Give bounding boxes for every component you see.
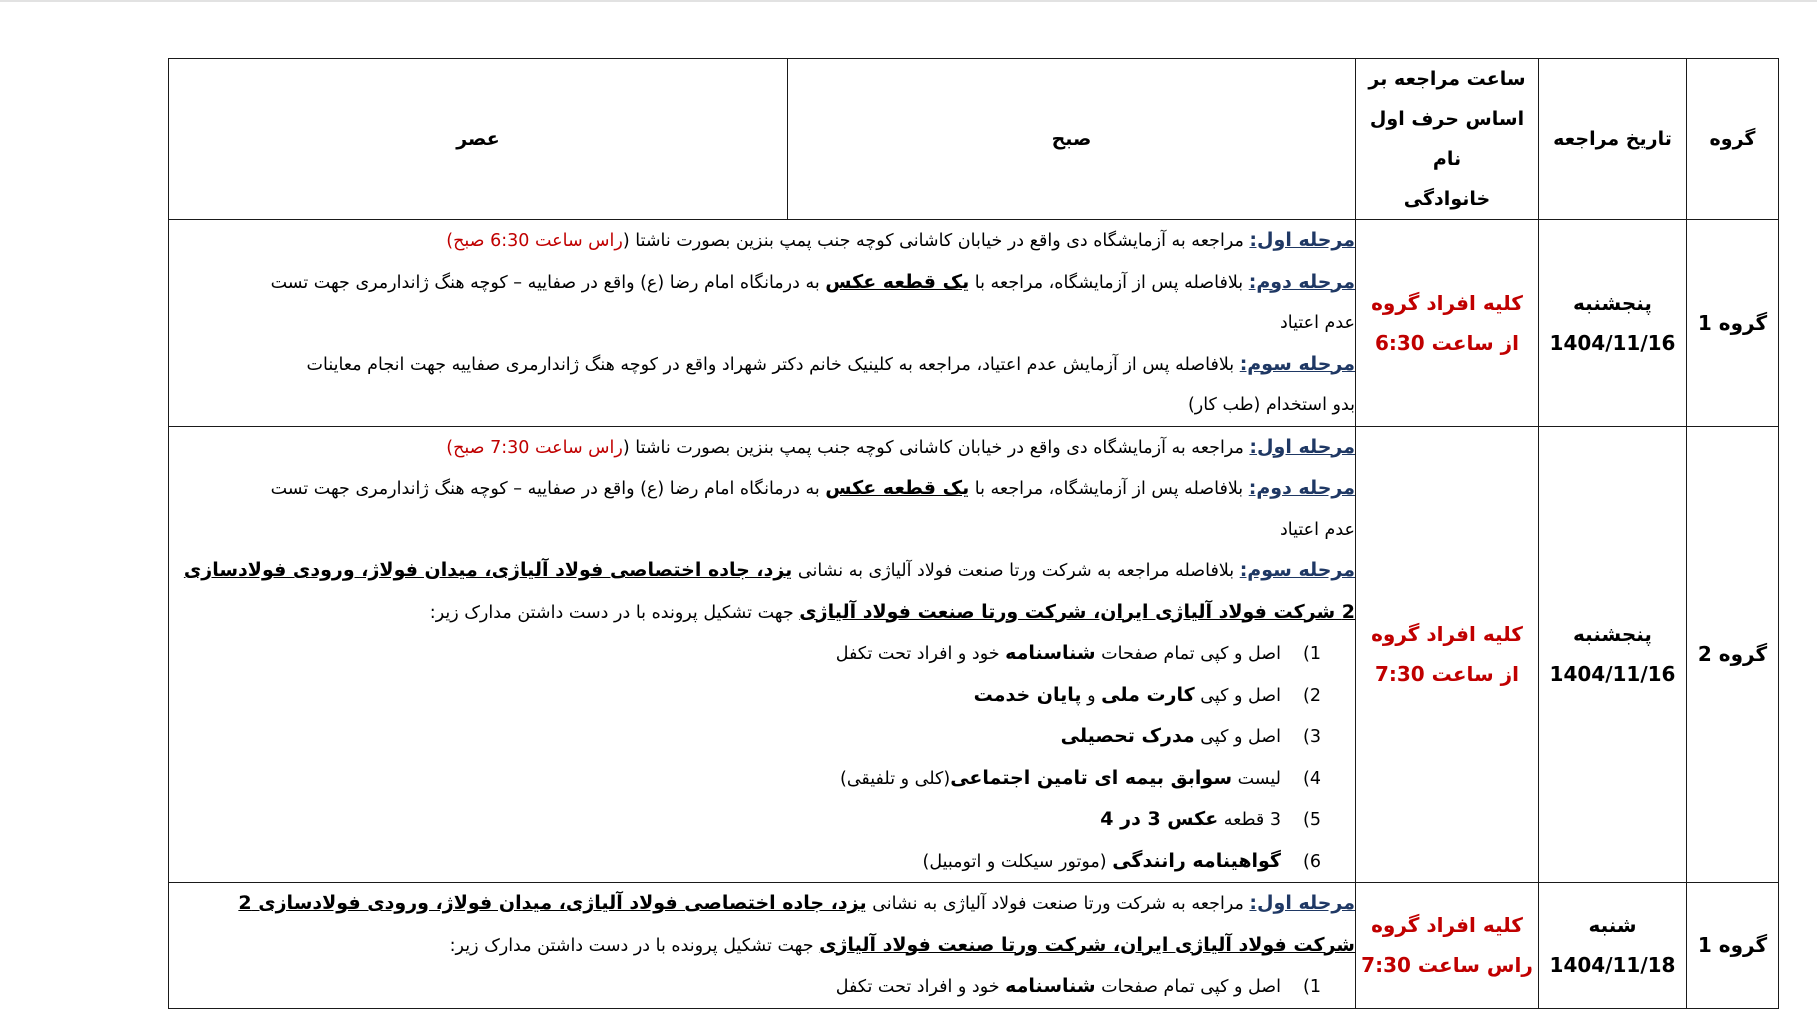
- stage-text: جهت تشکیل پرونده با در دست داشتن مدارک زیر:: [429, 602, 800, 623]
- item-number: 4): [1303, 768, 1321, 789]
- stage-2-cont: عدم اعتیاد: [1279, 519, 1355, 540]
- item-bold: کارت ملی: [1101, 683, 1195, 706]
- time-cell: [1356, 883, 1539, 1009]
- stage-address: یزد، جاده اختصاصی فولاد آلیاژی، میدان فولاژ، ورودی فولادسازی: [183, 559, 793, 581]
- stage-1: [169, 427, 1355, 469]
- day-label: شنبه: [1588, 913, 1637, 938]
- table-row: [169, 426, 1779, 883]
- stage-label: مرحله دوم:: [1248, 477, 1355, 499]
- stage-highlight: یک قطعه عکس: [825, 270, 970, 293]
- stage-text: جهت تشکیل پرونده با در دست داشتن مدارک زیر:: [449, 935, 820, 956]
- stage-company: 2 شرکت فولاد آلیاژی ایران، شرکت ورتا صنعت فولاد آلیاژی: [799, 600, 1355, 623]
- stage-3-cont: بدو استخدام (طب کار): [1187, 395, 1355, 415]
- item-bold: شناسنامه: [1005, 642, 1096, 664]
- item-number: 1): [1303, 644, 1321, 664]
- date-label: 1404/11/18: [1549, 953, 1676, 978]
- time-line1: کلیه افراد گروه: [1371, 913, 1523, 938]
- header-group: گروه: [1687, 59, 1779, 220]
- time-line2: راس ساعت 7:30: [1361, 953, 1533, 978]
- item-bold: مدرک تحصیلی: [1060, 725, 1195, 747]
- list-item: [169, 799, 1355, 841]
- item-text: اصل و کپی تمام صفحات: [1095, 977, 1281, 997]
- time-line1: کلیه افراد گروه: [1371, 622, 1523, 647]
- time-cell: [1356, 220, 1539, 427]
- item-number: 6): [1303, 851, 1321, 872]
- stage-2: [169, 262, 1355, 304]
- date-label: 1404/11/16: [1549, 330, 1676, 355]
- instructions-cell: [169, 426, 1356, 883]
- stage-text: به درمانگاه امام رضا (ع) واقع در صفاییه – کوچه هنگ ژاندارمری جهت تست: [270, 479, 826, 499]
- instructions-cell: [169, 220, 1356, 427]
- item-bold: سوابق بیمه ای تامین اجتماعی: [950, 766, 1233, 789]
- header-time-line1: ساعت مراجعه بر: [1368, 68, 1526, 90]
- table-row: [169, 220, 1779, 427]
- header-date: تاریخ مراجعه: [1539, 59, 1687, 220]
- time-cell: [1356, 426, 1539, 883]
- stage-time: راس ساعت 6:30 صبح): [446, 231, 623, 251]
- top-divider: [0, 0, 1817, 2]
- list-item: [169, 841, 1355, 883]
- item-number: 2): [1303, 685, 1321, 706]
- list-item: [169, 716, 1355, 758]
- time-line2: از ساعت 7:30: [1374, 662, 1520, 687]
- header-evening: عصر: [169, 59, 788, 220]
- item-text: اصل و کپی: [1194, 685, 1281, 706]
- list-item: [169, 633, 1355, 675]
- stage-address: یزد، جاده اختصاصی فولاد آلیاژی، میدان فولاژ، ورودی فولادسازی 2: [238, 892, 867, 914]
- item-text: خود و افراد تحت تکفل: [835, 977, 1006, 997]
- item-text: و: [1081, 685, 1102, 706]
- stage-text: مراجعه به شرکت ورتا صنعت فولاد آلیاژی به نشانی: [866, 894, 1250, 914]
- list-item: [169, 966, 1355, 1008]
- stage-1: [169, 883, 1355, 925]
- stage-text: مراجعه به آزمایشگاه دی واقع در خیابان کاشانی کوچه جنب پمپ بنزین بصورت ناشتا (: [622, 437, 1250, 458]
- item-bold: عکس 3 در 4: [1100, 808, 1219, 830]
- date-label: 1404/11/16: [1549, 662, 1676, 687]
- stage-highlight: یک قطعه عکس: [825, 477, 970, 499]
- header-time-line3: خانوادگی: [1403, 188, 1491, 210]
- item-text: اصل و کپی تمام صفحات: [1095, 644, 1281, 664]
- schedule-table: [168, 58, 1779, 1009]
- stage-3-cont: [169, 592, 1355, 634]
- item-text: اصل و کپی: [1194, 727, 1281, 747]
- stage-3: [169, 344, 1355, 386]
- stage-time: راس ساعت 7:30 صبح): [446, 437, 623, 458]
- item-bold: شناسنامه: [1005, 975, 1096, 997]
- date-cell: [1539, 883, 1687, 1009]
- stage-label: مرحله دوم:: [1248, 270, 1355, 293]
- item-text: (کلی و تلفیقی): [840, 768, 951, 789]
- header-time-line2: اساس حرف اول نام: [1369, 108, 1525, 170]
- item-text: (موتور سیکلت و اتومبیل): [922, 851, 1113, 872]
- list-item: [169, 758, 1355, 800]
- header-morning: صبح: [788, 59, 1356, 220]
- stage-label: مرحله اول:: [1249, 229, 1355, 251]
- time-line1: کلیه افراد گروه: [1371, 290, 1523, 315]
- stage-3: [169, 550, 1355, 592]
- stage-1: [169, 220, 1355, 262]
- stage-label: مرحله اول:: [1249, 892, 1355, 914]
- group-cell: گروه 1: [1687, 883, 1779, 1009]
- time-line2: از ساعت 6:30: [1374, 330, 1520, 355]
- list-item: [169, 675, 1355, 717]
- item-text: لیست: [1232, 768, 1281, 789]
- day-label: پنجشنبه: [1573, 622, 1652, 647]
- stage-label: مرحله سوم:: [1239, 559, 1355, 581]
- header-time: [1356, 59, 1539, 220]
- day-label: پنجشنبه: [1573, 290, 1652, 315]
- stage-text: بلافاصله پس از آزمایشگاه، مراجعه با: [969, 479, 1249, 499]
- stage-text: بلافاصله پس از آزمایش عدم اعتیاد، مراجعه به کلینیک خانم دکتر شهراد واقع در کوچه هنگ ژاندارمری صفاییه جهت انجام معاینات: [306, 354, 1240, 375]
- date-cell: [1539, 426, 1687, 883]
- instructions-cell: [169, 883, 1356, 1009]
- stage-text: بلافاصله پس از آزمایشگاه، مراجعه با: [969, 272, 1249, 293]
- date-cell: [1539, 220, 1687, 427]
- table-row: [169, 883, 1779, 1009]
- stage-text: مراجعه به آزمایشگاه دی واقع در خیابان کاشانی کوچه جنب پمپ بنزین بصورت ناشتا (: [622, 231, 1250, 251]
- header-row: [169, 59, 1779, 220]
- item-bold: گواهینامه رانندگی: [1112, 849, 1281, 872]
- stage-label: مرحله اول:: [1249, 435, 1355, 458]
- item-bold: پایان خدمت: [973, 683, 1082, 706]
- item-number: 5): [1303, 810, 1321, 830]
- group-cell: گروه 2: [1687, 426, 1779, 883]
- group-cell: گروه 1: [1687, 220, 1779, 427]
- stage-label: مرحله سوم:: [1239, 352, 1355, 375]
- stage-text: به درمانگاه امام رضا (ع) واقع در صفاییه – کوچه هنگ ژاندارمری جهت تست: [270, 272, 826, 293]
- stage-2: [169, 468, 1355, 510]
- stage-1-cont: [169, 925, 1355, 967]
- stage-2-cont: عدم اعتیاد: [1279, 313, 1355, 333]
- item-text: خود و افراد تحت تکفل: [835, 644, 1006, 664]
- item-text: 3 قطعه: [1218, 810, 1281, 830]
- stage-company: شرکت فولاد آلیاژی ایران، شرکت ورتا صنعت فولاد آلیاژی: [819, 933, 1355, 956]
- item-number: 1): [1303, 977, 1321, 997]
- item-number: 3): [1303, 727, 1321, 747]
- stage-text: بلافاصله مراجعه به شرکت ورتا صنعت فولاد آلیاژی به نشانی: [792, 561, 1240, 581]
